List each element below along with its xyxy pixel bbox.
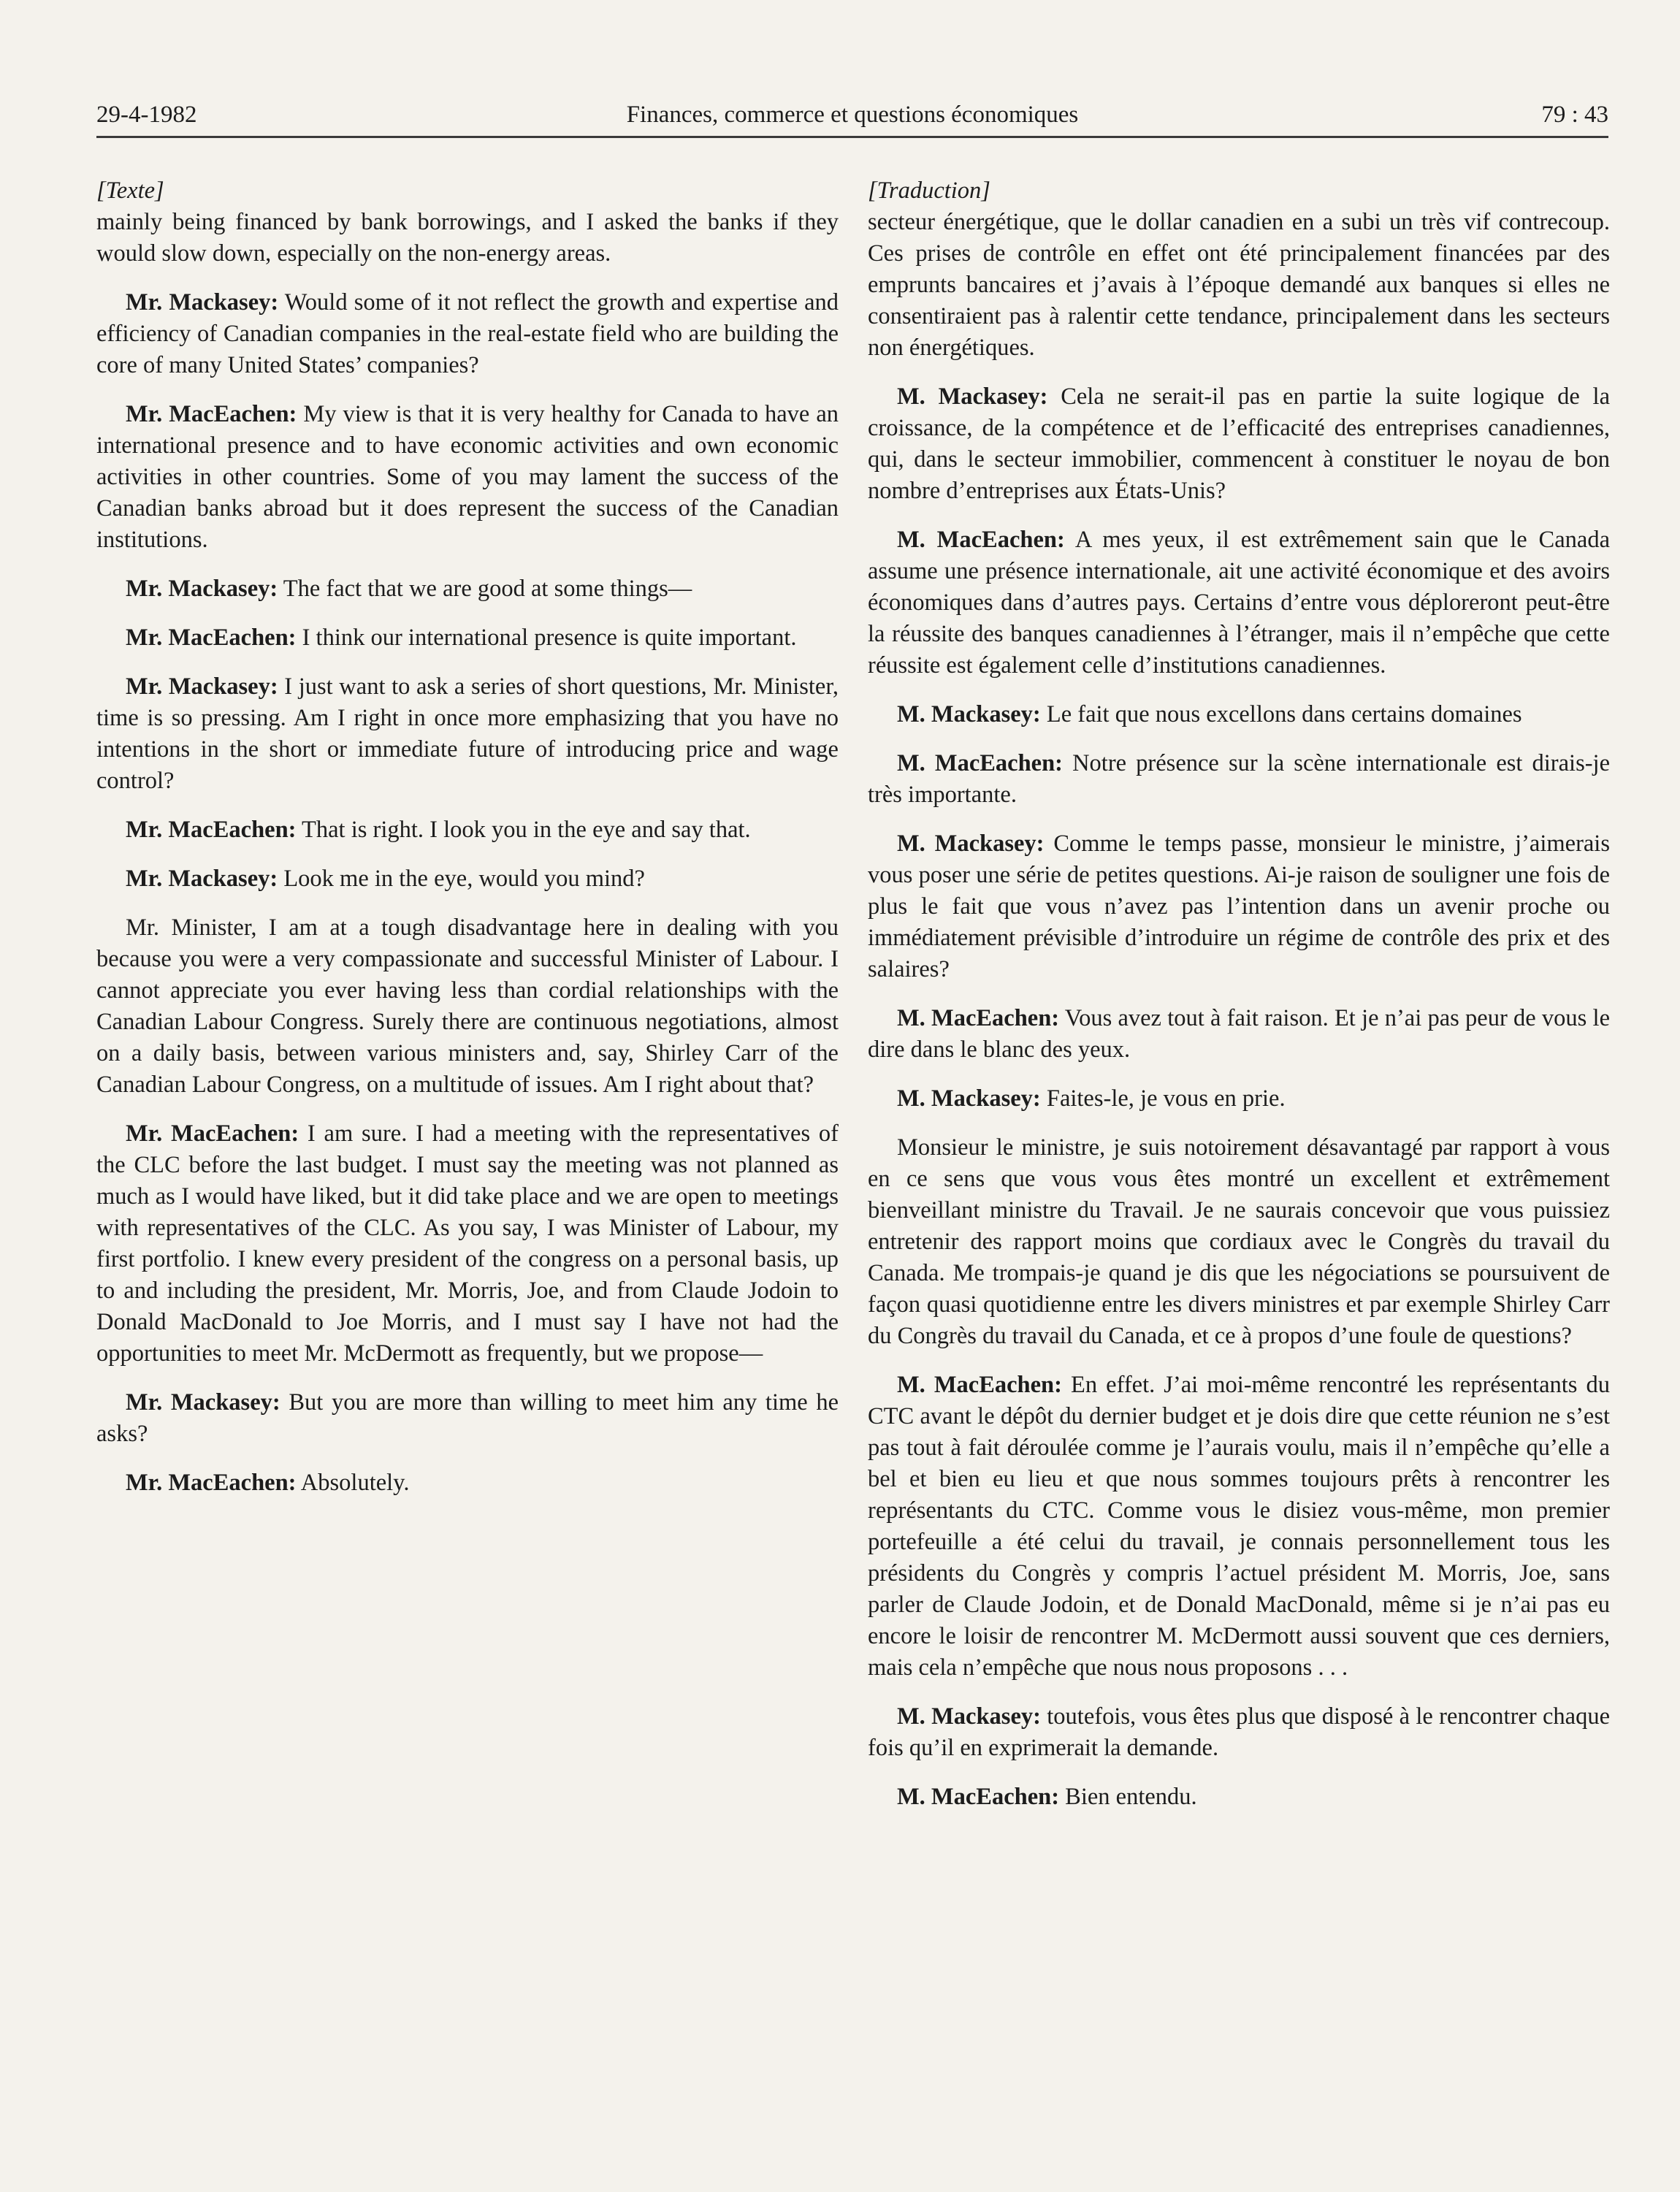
paragraph-text: Mr. Minister, I am at a tough disadvantage here in dealing with you because you were a very compassionate and successful Minister of Labour. I cannot appreciate you ever having less than cordial relationships with the Canadian Labour Congress. Surely there are continuous negotiations, almost on a daily basis, between various ministers and, say, Shirley Carr of the Canadian Labour Congress, on a multitude of issues. Am I right about that? xyxy=(96,914,839,1098)
language-tag: [Traduction] xyxy=(868,177,990,204)
speaker-name: M. Mackasey: xyxy=(897,830,1045,857)
transcript-paragraph xyxy=(96,622,839,654)
transcript-paragraph xyxy=(96,863,839,895)
paragraph-text: Cela ne serait-il pas en partie la suite logique de la croissance, de la compétence et de l’efficacité des entreprises canadiennes, qui, dans le secteur immobilier, commencent à constituer le noyau de bon nombre d’entreprises aux États-Unis? xyxy=(868,383,1610,504)
paragraph-text: Comme le temps passe, monsieur le ministre, j’aimerais vous poser une série de petites questions. Ai-je raison de souligner une fois de plus le fait que vous n’avez pas l’intention dans un avenir proche ou immédiatement prévisible d’introduire un régime de contrôle des prix et des salaires? xyxy=(868,830,1610,982)
paragraph-text: The fact that we are good at some things— xyxy=(278,576,692,602)
paragraph-text: Faites-le, je vous en prie. xyxy=(1040,1085,1286,1112)
speaker-name: Mr. Mackasey: xyxy=(126,1389,280,1416)
speaker-name: M. MacEachen: xyxy=(897,750,1063,776)
page-header xyxy=(96,96,1608,133)
paragraph-text: En effet. J’ai moi-même rencontré les représentants du CTC avant le dépôt du dernier budget et je dois dire que cette réunion ne s’est pas tout à fait déroulée comme je l’aurais voulu, mais il n’empêche qu’elle a bel et bien eu lieu et que nous sommes toujours prêts à rencontrer les représentants du CTC. Comme vous le disiez vous-même, mon premier portefeuille a été celui du travail, je connais personnellement tous les présidents du Congrès y compris l’actuel président M. Morris, Joe, sans parler de Claude Jodoin, et de Donald MacDonald, même si je n’ai pas eu encore le loisir de rencontrer M. McDermott aussi souvent que ces derniers, mais cela n’empêche que nous nous proposons . . . xyxy=(868,1372,1610,1681)
transcript-paragraph xyxy=(868,524,1610,681)
speaker-name: M. Mackasey: xyxy=(897,383,1048,410)
paragraph-text: But you are more than willing to meet him any time he asks? xyxy=(96,1389,839,1447)
paragraph-text: Would some of it not reflect the growth and expertise and efficiency of Canadian companies in the real-estate field who are building the core of many United States’ companies? xyxy=(96,289,839,378)
paragraph-text: I think our international presence is quite important. xyxy=(296,625,797,651)
paragraph-text: Le fait que nous excellons dans certains domaines xyxy=(1040,701,1522,728)
transcript-paragraph xyxy=(96,287,839,381)
paragraph-text: mainly being financed by bank borrowings, and I asked the banks if they would slow down, especially on the non-energy areas. xyxy=(96,209,839,267)
transcript-paragraph xyxy=(96,399,839,556)
speaker-name: Mr. Mackasey: xyxy=(126,576,278,602)
speaker-name: Mr. MacEachen: xyxy=(126,817,297,843)
transcript-paragraph xyxy=(868,1701,1610,1764)
transcript-paragraph xyxy=(868,828,1610,985)
transcript-paragraph xyxy=(868,207,1610,364)
header-title: Finances, commerce et questions économiques xyxy=(626,102,1079,128)
transcript-paragraph xyxy=(868,1083,1610,1115)
paragraph-text: Look me in the eye, would you mind? xyxy=(278,866,645,892)
speaker-name: Mr. MacEachen: xyxy=(126,1470,297,1496)
english-column xyxy=(96,175,839,1516)
transcript-paragraph xyxy=(96,912,839,1101)
transcript-paragraph xyxy=(96,207,839,270)
paragraph-text: Notre présence sur la scène internationale est dirais-je très importante. xyxy=(868,750,1610,808)
paragraph-text: I am sure. I had a meeting with the representatives of the CLC before the last budget. I must say the meeting was not planned as much as I would have liked, but it did take place and we are open to meetings with representatives of the CLC. As you say, I was Minister of Labour, my first portfolio. I knew every president of the congress on a personal basis, up to and including the president, Mr. Morris, Joe, and from Claude Jodoin to Donald MacDonald to Joe Morris, and I must say I have not had the opportunities to meet Mr. McDermott as frequently, but we propose— xyxy=(96,1120,839,1367)
speaker-name: Mr. Mackasey: xyxy=(126,289,279,316)
language-tag: [Texte] xyxy=(96,177,164,204)
transcript-paragraph xyxy=(96,1118,839,1370)
speaker-name: M. MacEachen: xyxy=(897,1784,1060,1810)
paragraph-text: A mes yeux, il est extrêmement sain que le Canada assume une présence internationale, ait une activité économique et des avoirs économiques dans d’autres pays. Certains d’entre vous déploreront peut-être la réussite des banques canadiennes à l’étranger, mais il n’empêche que cette réussite est également celle d’institutions canadiennes. xyxy=(868,527,1610,679)
transcript-paragraph xyxy=(96,573,839,605)
speaker-name: Mr. MacEachen: xyxy=(126,401,297,427)
paragraph-text: That is right. I look you in the eye and say that. xyxy=(296,817,751,843)
transcript-paragraph xyxy=(868,1782,1610,1813)
header-rule xyxy=(96,136,1608,138)
transcript-paragraph xyxy=(96,814,839,846)
header-page-number: 79 : 43 xyxy=(1541,102,1608,128)
speaker-name: Mr. Mackasey: xyxy=(126,673,278,700)
transcript-paragraph xyxy=(868,748,1610,811)
paragraph-text: toutefois, vous êtes plus que disposé à le rencontrer chaque fois qu’il en exprimerait la demande. xyxy=(868,1703,1610,1761)
paragraph-text: I just want to ask a series of short questions, Mr. Minister, time is so pressing. Am I right in once more emphasizing that you have no intentions in the short or immediate future of introducing price and wage control? xyxy=(96,673,839,794)
transcript-paragraph xyxy=(868,1370,1610,1684)
speaker-name: M. Mackasey: xyxy=(897,1085,1041,1112)
paragraph-text: secteur énergétique, que le dollar canadien en a subi un très vif contrecoup. Ces prises de contrôle en effet ont été principalement financées par des emprunts bancaires et j’avais à l’époque demandé aux banques si elles ne consentiraient pas à ralentir cette tendance, principalement dans les secteurs non énergétiques. xyxy=(868,209,1610,361)
paragraph-text: Absolutely. xyxy=(296,1470,410,1496)
paragraph-text: Vous avez tout à fait raison. Et je n’ai pas peur de vous le dire dans le blanc des yeux. xyxy=(868,1005,1611,1063)
speaker-name: M. MacEachen: xyxy=(897,1372,1062,1398)
speaker-name: Mr. MacEachen: xyxy=(126,625,297,651)
transcript-paragraph xyxy=(96,1387,839,1450)
speaker-name: Mr. Mackasey: xyxy=(126,866,278,892)
transcript-paragraph xyxy=(868,699,1610,730)
speaker-name: M. Mackasey: xyxy=(897,701,1041,728)
speaker-name: M. Mackasey: xyxy=(897,1703,1041,1730)
french-column xyxy=(868,175,1610,1830)
header-date: 29-4-1982 xyxy=(96,102,197,128)
paragraph-text: Monsieur le ministre, je suis notoirement désavantagé par rapport à vous en ce sens que vous vous êtes montré un excellent et extrêmement bienveillant ministre du Travail. Je ne saurais concevoir que vous puissiez entretenir des rapport moins que cordiaux avec le Congrès du travail du Canada. Me trompais-je quand je dis que les négociations se poursuivent de façon quasi quotidienne entre les divers ministres et par exemple Shirley Carr du Congrès du travail du Canada, et ce à propos d’une foule de questions? xyxy=(868,1134,1610,1349)
transcript-paragraph xyxy=(96,1467,839,1499)
transcript-paragraph xyxy=(96,671,839,797)
transcript-paragraph xyxy=(868,1132,1610,1352)
speaker-name: Mr. MacEachen: xyxy=(126,1120,299,1147)
speaker-name: M. MacEachen: xyxy=(897,527,1065,553)
paragraph-text: My view is that it is very healthy for Canada to have an international presence and to have economic activities and own economic activities in other countries. Some of you may lament the success of the Canadian banks abroad but it does represent the success of the Canadian institutions. xyxy=(96,401,839,553)
transcript-paragraph xyxy=(868,381,1610,507)
transcript-paragraph xyxy=(868,1003,1610,1066)
paragraph-text: Bien entendu. xyxy=(1059,1784,1197,1810)
speaker-name: M. MacEachen: xyxy=(897,1005,1060,1031)
